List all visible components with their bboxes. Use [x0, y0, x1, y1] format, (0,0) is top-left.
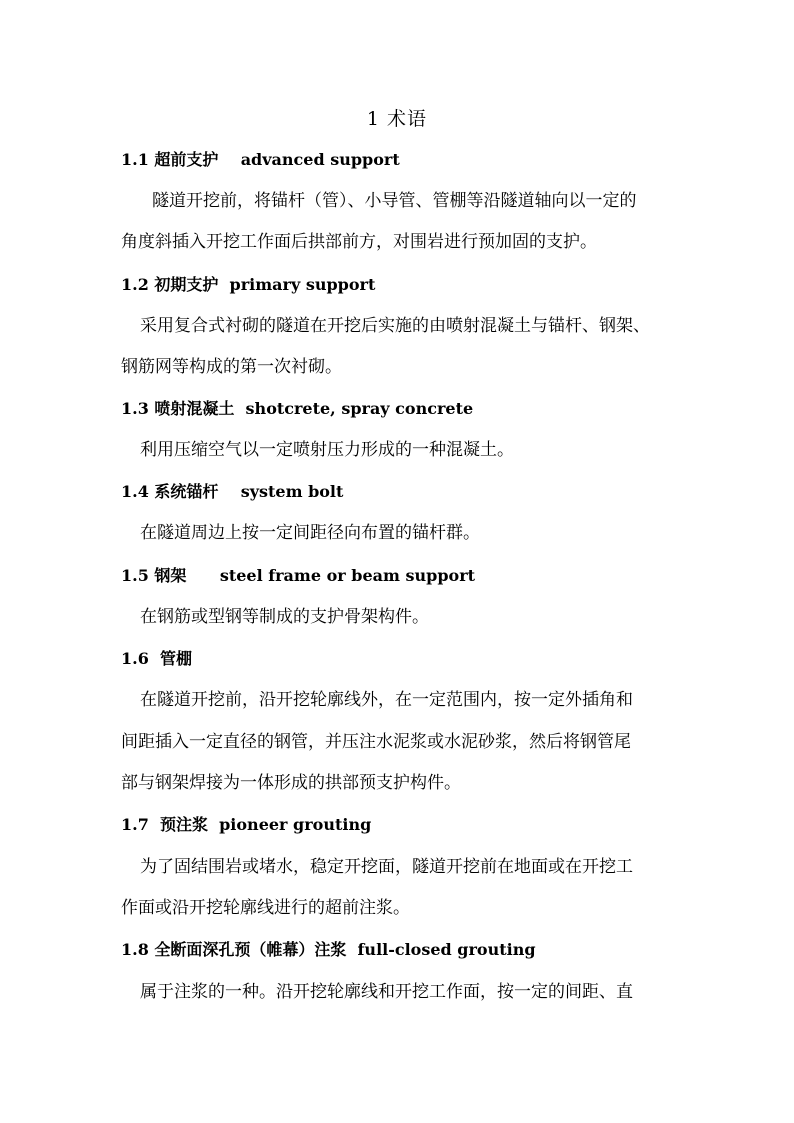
paragraph-line: 采用复合式衬砌的隧道在开挖后实施的由喷射混凝土与锚杆、钢架、	[140, 316, 650, 336]
section-heading-1-7: 1.7 预注浆 pioneer grouting	[121, 815, 372, 834]
paragraph-line: 间距插入一定直径的钢管，并压注水泥浆或水泥砂浆，然后将钢管尾	[121, 732, 631, 752]
section-heading-1-8: 1.8 全断面深孔预（帷幕）注浆 full-closed grouting	[121, 940, 536, 959]
paragraph-line: 利用压缩空气以一定喷射压力形成的一种混凝土。	[140, 440, 514, 460]
paragraph-line: 角度斜插入开挖工作面后拱部前方，对围岩进行预加固的支护。	[121, 232, 597, 252]
section-heading-1-4: 1.4 系统锚杆 system bolt	[121, 482, 344, 501]
paragraph-line: 属于注浆的一种。沿开挖轮廓线和开挖工作面，按一定的间距、直	[140, 982, 633, 1002]
section-heading-1-6: 1.6 管棚	[121, 649, 192, 668]
section-heading-1-5: 1.5 钢架 steel frame or beam support	[121, 566, 476, 585]
paragraph-line: 钢筋网等构成的第一次衬砌。	[121, 357, 342, 377]
section-heading-1-3: 1.3 喷射混凝土 shotcrete, spray concrete	[121, 399, 474, 418]
page-title: 1 术语	[366, 108, 428, 130]
paragraph-line: 作面或沿开挖轮廓线进行的超前注浆。	[121, 898, 410, 918]
paragraph-line: 为了固结围岩或堵水，稳定开挖面，隧道开挖前在地面或在开挖工	[140, 857, 633, 877]
paragraph-line: 在隧道开挖前，沿开挖轮廓线外，在一定范围内，按一定外插角和	[140, 690, 633, 710]
section-heading-1-2: 1.2 初期支护 primary support	[121, 275, 376, 294]
section-heading-1-1: 1.1 超前支护 advanced support	[121, 150, 400, 169]
paragraph-line: 在隧道周边上按一定间距径向布置的锚杆群。	[140, 523, 480, 543]
paragraph-line: 在钢筋或型钢等制成的支护骨架构件。	[140, 607, 429, 627]
paragraph-line: 部与钢架焊接为一体形成的拱部预支护构件。	[121, 773, 461, 793]
paragraph-line: 隧道开挖前，将锚杆（管）、小导管、管棚等沿隧道轴向以一定的	[152, 191, 637, 211]
